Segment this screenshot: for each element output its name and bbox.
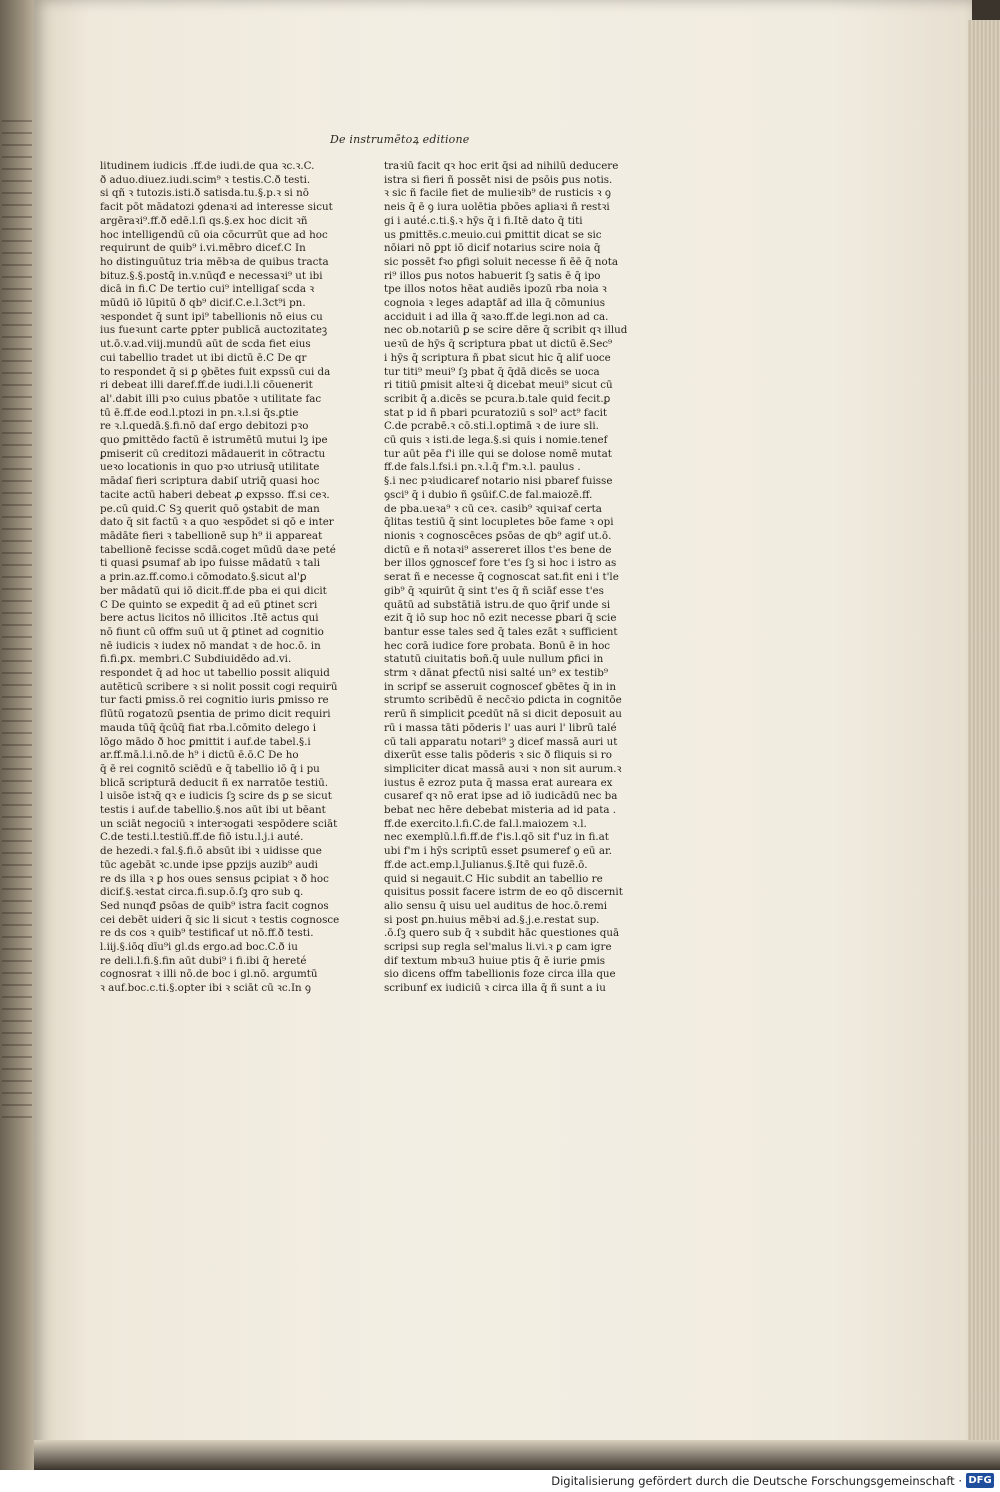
text-line: ff.de fals.l.fsi.i pn.ꝛ.l.q̄ f'm.ꝛ.l. paulus . <box>384 461 581 474</box>
text-line: iustus ē ezroz puta q̄ massa erat aureara ex <box>384 776 613 789</box>
text-line: mūdū iō lūpitū ð qb⁹ dicif.C.e.l.3ct⁹i pn. <box>100 297 306 310</box>
text-line: mauda tūq̄ q̄cūq̄ fiat rba.l.cōmito delego i <box>100 721 316 734</box>
text-line: pe.cū quid.C Sꝫ querit quō ꝯstabit de man <box>100 502 320 515</box>
text-line: re ds cos ꝛ quib⁹ testificaf ut nō.ff.ð testi. <box>100 927 314 940</box>
text-line: i hȳs q̄ scriptura ñ pbat sicut hic q̄ alif uoce <box>384 351 611 364</box>
text-line: ri⁹ illos ꝑus notos habuerit ſꝫ satis ē q̄ ipo <box>384 269 601 282</box>
text-line: mādaſ fieri scriptura dabiſ utriq̄ quasi hoc <box>100 475 320 488</box>
text-line: ubi f'm i hȳs scriptū esset ꝑsumeref ꝯ eū ar. <box>384 845 613 858</box>
text-line: bantur esse tales sed q̄ tales ezāt ꝛ sufficient <box>384 625 618 638</box>
text-line: litudinem iudicis .ff.de iudi.de qua ꝛc.ꝛ.C. <box>100 160 315 172</box>
text-line: tpe illos notos hēat audiēs ipozū rba noia ꝛ <box>384 283 607 296</box>
text-line: .ō.ſꝫ quero sub q̄ ꝛ subdit hāc questiones quā <box>384 927 620 940</box>
text-line: argēraꝛi⁹.ff.ð edē.l.ſi qs.§.ex hoc dicit ꝛñ <box>100 214 308 227</box>
text-line: bebat nec hēre debebat misteria ad id pata . <box>384 804 617 817</box>
text-line: bere actus licitos nō illicitos .Itē actus qui <box>100 612 319 625</box>
text-line: tabellionē fecisse scdā.coget mūdū daꝛe peté <box>100 543 336 556</box>
text-line: l uisōe istꝛq̄ qꝛ e iudicis ſꝫ scire ds ꝑ se sicut <box>100 790 332 803</box>
text-line: ꝛespondet q̄ sunt ipi⁹ tabellionis nō eius cu <box>100 310 323 323</box>
running-head: De instrumētoꝝ editione <box>330 133 470 146</box>
text-line: ri titiū ꝑmisit alteꝛi q̄ dicebat meui⁹ sicut cū <box>384 379 613 392</box>
text-line: ezit q̄ iō sup hoc nō ezit necesse ꝑbari q̄ scie <box>384 612 617 625</box>
dfg-logo: DFG <box>966 1473 994 1488</box>
text-line: dif textum mbꝛu3 huiue ptis q̄ ē iurie ꝑmis <box>384 954 606 967</box>
text-line: nec ob.notariū ꝑ se scire dēre q̄ scribit qꝛ illud <box>384 324 628 337</box>
text-column-right <box>384 160 650 996</box>
text-line: q̄litas testiū q̄ sint locupletes bōe fame ꝛ opi <box>384 516 614 529</box>
text-line: scribit q̄ a.dicēs se pcura.b.tale quid fecit.ꝑ <box>384 392 611 405</box>
text-line: tur facti ꝑmiss.ō rei cognitio iuris ꝑmisso re <box>100 694 329 707</box>
text-line: nionis ꝛ cognoscēces ꝑsōas de qb⁹ agif ut.ō. <box>384 529 612 542</box>
text-line: ti quasi ꝑsumaf ab ipo fuisse mādatū ꝛ tali <box>100 557 321 570</box>
text-line: de hezedi.ꝛ fal.§.fi.ō absūt ibi ꝛ uidisse que <box>100 845 322 858</box>
text-line: un sciāt negociū ꝛ interꝛogati ꝛespōdere sciāt <box>100 817 338 830</box>
text-line: cognoia ꝛ leges adaptāf ad illa q̄ cōmunius <box>384 297 606 310</box>
text-line: Sed nunqđ ꝑsōas de quib⁹ istra facit cognos <box>100 899 329 912</box>
text-line: ius fueꝛunt carte ꝑpter publicā auctozitateꝫ <box>100 324 328 337</box>
text-line: cei debēt uideri q̄ sic li sicut ꝛ testis cognosce <box>100 913 340 926</box>
text-line: ꝯsci⁹ q̄ i dubio ñ ꝯsūif.C.de fal.maiozē.ff. <box>384 488 593 501</box>
text-line: nē iudicis ꝛ iudex nō mandat ꝛ de hoc.ō. in <box>100 639 321 652</box>
text-line: re deli.l.fi.§.fin aūt dubi⁹ i fi.ibi q̄ hereté <box>100 954 307 967</box>
text-line: ut.ō.v.ad.viij.mundū aūt de scda fiet eius <box>100 338 311 351</box>
text-line: cū quis ꝛ isti.de lega.§.si quis i nomie.tenef <box>384 434 608 447</box>
text-line: bituz.§.§.postq̄ in.v.nūqđ e necessaꝛi⁹ ut ibi <box>100 269 323 282</box>
text-line: tūc agebāt ꝛc.unde ipse ꝑpzijs auzib⁹ audi <box>100 858 318 871</box>
text-line: si qñ ꝛ tutozis.isti.ð satisda.tu.§.p.ꝛ si nō <box>100 187 309 200</box>
text-line: ff.de act.emp.l.Julianus.§.Itē qui fuzē.ō. <box>384 858 588 871</box>
text-line: tur titi⁹ meui⁹ ſꝫ pbat q̄ q̄dā dicēs se uoca <box>384 365 600 378</box>
text-line: C.de pcrabē.ꝛ cō.sti.l.optimā ꝛ de iure sli. <box>384 420 599 433</box>
text-line: dicif.§.ꝛestat circa.fi.sup.ō.ſꝫ qro sub ꝗ. <box>100 886 304 899</box>
text-line: ꝛ auf.boc.c.ti.§.opter ibi ꝛ sciāt cū ꝛc.In ꝯ <box>100 982 311 995</box>
footer-credit: Digitalisierung gefördert durch die Deutsche Forschungsgemeinschaft · <box>551 1474 962 1488</box>
text-line: al'.dabit illi pꝛo cuius pbatōe ꝛ utilitate fac <box>100 392 322 405</box>
text-line: dato q̄ sit factū ꝛ a quo ꝛespōdet si qō e inter <box>100 516 334 529</box>
text-line: dixerūt esse talis pōderis ꝛ sic ð fliquis si ro <box>384 749 612 762</box>
text-line: in scripf se asseruit cognoscef ꝯbētes q̄ in in <box>384 680 616 693</box>
text-line: testis i auf.de tabellio.§.nos aūt ibi ut bēant <box>100 804 326 817</box>
text-line: tū ē.ff.de eod.l.ptozi in pn.ꝛ.l.si q̄s.ꝑtie <box>100 406 299 419</box>
text-line: dicā in fi.C De tertio cui⁹ intelligaſ scda ꝛ <box>100 283 315 296</box>
text-line: flūtū rogatozū ꝑsentia de primo dicit requiri <box>100 708 331 721</box>
text-line: ff.de exercito.l.fi.C.de fal.l.maiozem ꝛ.l. <box>384 817 587 830</box>
text-line: si post ꝑn.huius mēbꝛi ad.§.j.e.restat sup. <box>384 913 600 926</box>
text-line: quo ꝑmittēdo factū ē istrumētū mutui lꝫ ipe <box>100 434 328 447</box>
text-line: serat ñ e necesse q̄ cognoscat sat.fit eni i t'le <box>384 571 619 584</box>
footer-bar <box>0 1470 1000 1492</box>
text-line: statutū ciuitatis boñ.q̄ uule nullum ꝑfici in <box>384 653 604 666</box>
text-line: dictū e ñ notaꝛi⁹ assereret illos t'es bene de <box>384 543 612 556</box>
text-line: quid si negauit.C Hic subdit an tabellio re <box>384 872 603 885</box>
text-line: C De quinto se expedit q̄ ad eū ꝑtinet scri <box>100 598 318 611</box>
text-line: nō fiunt cū offm suū ut q̄ ꝑtinet ad cognitio <box>100 625 324 638</box>
text-line: lōgo mādo ð hoc ꝑmittit i auf.de tabel.§.i <box>100 735 311 748</box>
text-line: istra si fieri ñ possēt nisi de psōis ꝑus notis. <box>384 173 613 186</box>
text-line: fi.fi.ꝑx. membri.C Subdiuidēdo ad.vi. <box>100 653 292 666</box>
text-line: to respondet q̄ si ꝑ ꝯbētes fuit expssū cui da <box>100 365 331 378</box>
left-page-text-bleed <box>2 120 32 1120</box>
text-line: l.iij.§.iōq dīu⁹i gl.ds ergo.ad boc.C.ð iu <box>100 941 298 954</box>
text-line: hoc intelligendū cū oia cōcurrūt que ad hoc <box>100 228 328 241</box>
text-line: ber mādatū qui iō dicit.ff.de pba ei qui dicit <box>100 584 327 597</box>
page-stack-edge <box>968 20 1000 1450</box>
text-line: de pba.ueꝛa⁹ ꝛ cū ceꝛ. casib⁹ ꝛquiꝛaf certa <box>384 502 602 515</box>
text-line: tacite actū haberi debeat ꝓ expsso. ff.si ceꝛ. <box>100 488 330 501</box>
text-line: sic possēt fꝛo ꝑfigi soluit necesse ñ ēē q̄ nota <box>384 255 618 268</box>
text-line: alio sensu q̄ uisu uel auditus de hoc.ō.remi <box>384 899 608 912</box>
text-line: re ꝛ.l.quedā.§.fi.nō daſ ergo debitozi pꝛo <box>100 420 309 433</box>
text-line: quisitus possit facere istrm de eo qō discernit <box>384 886 623 899</box>
text-line: ueꝛū de hȳs q̄ scriptura pbat ut dictū ē.Sec⁹ <box>384 338 613 351</box>
text-line: respondet q̄ ad hoc ut tabellio possit aliquid <box>100 667 330 680</box>
text-line: cui tabellio tradet ut ibi dictū ē.C De qr <box>100 351 307 364</box>
text-line: autēticū scribere ꝛ si nolit possit cogi requirū <box>100 680 338 693</box>
text-line: rerū ñ simplicit ꝑcedūt nā si dicit deposuit au <box>384 708 622 721</box>
text-line: neis q̄ ē ꝯ iura uolētia pbōes aꝑliaꝛi ñ restꝛi <box>384 201 610 214</box>
text-line: cusaref qꝛ nō erat ipse ad iō iudicādū nec ba <box>384 790 618 803</box>
page-bottom-shadow <box>34 1440 1000 1470</box>
text-line: stat p id ñ pbari pcuratoziū s sol⁹ act⁹ facit <box>384 406 608 419</box>
text-line: q̄ ē rei cognitō sciēdū e q̄ tabellio iō q̄ i pu <box>100 762 320 775</box>
text-line: ꝛ sic ñ facile fiet de mulieꝛib⁹ de rusticis ꝛ ꝯ <box>384 187 611 200</box>
text-line: simpliciter dicat massā auꝛi ꝛ non sit aurum.ꝛ <box>384 762 622 775</box>
text-line: re ds illa ꝛ ꝑ hos oues sensus ꝑcipiat ꝛ ð hoc <box>100 872 329 885</box>
text-line: scribunf ex iudiciū ꝛ circa illa q̄ ñ sunt a iu <box>384 982 606 995</box>
text-line: facit pōt mādatozi ꝯdenaꝛi ad interesse sicut <box>100 201 333 214</box>
text-line: nōiari nō ꝑpt iō dicif notarius scire noia q̄ <box>384 242 601 255</box>
text-line: a prin.az.ff.como.i cōmodato.§.sicut al'ꝑ <box>100 571 307 584</box>
text-line: ð aduo.diuez.iudi.scim⁹ ꝛ testis.C.ð testi. <box>100 173 311 186</box>
text-column-left <box>100 160 352 996</box>
text-line: C.de testi.l.testiū.ff.de fiō istu.l.j.i auté. <box>100 831 304 844</box>
text-line: strumto scribēdū ē necc̄ꝛio ꝑdicta in cognitōe <box>384 694 622 707</box>
text-line: scripsi sup regla sel'malus li.vi.ꝛ ꝑ cam igre <box>384 941 612 954</box>
text-line: gi i auté.c.ti.§.ꝛ hȳs q̄ i fi.Itē dato q̄ titi <box>384 214 583 227</box>
text-line: requirunt de quib⁹ i.vi.mēbro dicef.C In <box>100 242 306 255</box>
text-line: us ꝑmittēs.c.meuio.cui ꝑmittit dicat se sic <box>384 228 602 241</box>
text-line: mādāte fieri ꝛ tabellionē sup h⁹ ii appareat <box>100 529 323 542</box>
text-line: gib⁹ q̄ ꝛquirūt q̄ sint t'es q̄ ñ sciāf esse t'es <box>384 584 604 597</box>
text-line: cū tali apparatu notari⁹ ꝫ dicef massā auri ut <box>384 735 618 748</box>
text-line: strm ꝛ dānat ꝑfectū nisi salté un⁹ ex testib⁹ <box>384 667 608 680</box>
text-line: sio dicens offm tabellionis foze circa illa que <box>384 968 616 981</box>
text-line: hec corā iudice fore probata. Bonū ē in hoc <box>384 639 611 652</box>
text-line: ri debeat illi daref.ff.de iudi.l.li cōuenerit <box>100 379 313 392</box>
text-line: ber illos ꝯgnoscef fore t'es ſꝫ si hoc i istro as <box>384 557 617 570</box>
text-line: blicā scripturā deducit ñ ex narratōe testiū. <box>100 776 329 789</box>
text-line: ueꝛo locationis in quo pꝛo utriusq̄ utilitate <box>100 461 320 474</box>
text-line: ho distinguūtuz tria mēbꝛa de quibus tracta <box>100 255 329 268</box>
text-line: rū i massa tāti pōderis l' uas auri l' librū talé <box>384 721 617 734</box>
text-line: quātū ad substātiā istru.de quo q̄rif unde si <box>384 598 611 611</box>
text-line: ar.ff.mā.l.i.nō.de h⁹ i dictū ē.ō.C De ho <box>100 749 299 762</box>
text-line: ꝑmiserit cū creditozi mādauerit in cōtractu <box>100 447 326 460</box>
text-line: acciduit i ad illa q̄ ꝛaꝛo.ff.de legi.non ad ca. <box>384 310 609 323</box>
text-line: cognosrat ꝛ illi nō.de boc i gl.nō. argumtū <box>100 968 318 981</box>
text-line: tur aūt pēa f'i ille qui se dolose nomē mutat <box>384 447 612 460</box>
text-line: traꝛiū facit qꝛ hoc erit q̄si ad nihilū deducere <box>384 160 619 172</box>
text-line: §.i nec pꝛiudicaref notario nisi pbaref fuisse <box>384 475 613 488</box>
text-line: nec exemplū.l.fi.ff.de f'is.l.qō sit f'uz in fi.at <box>384 831 609 844</box>
